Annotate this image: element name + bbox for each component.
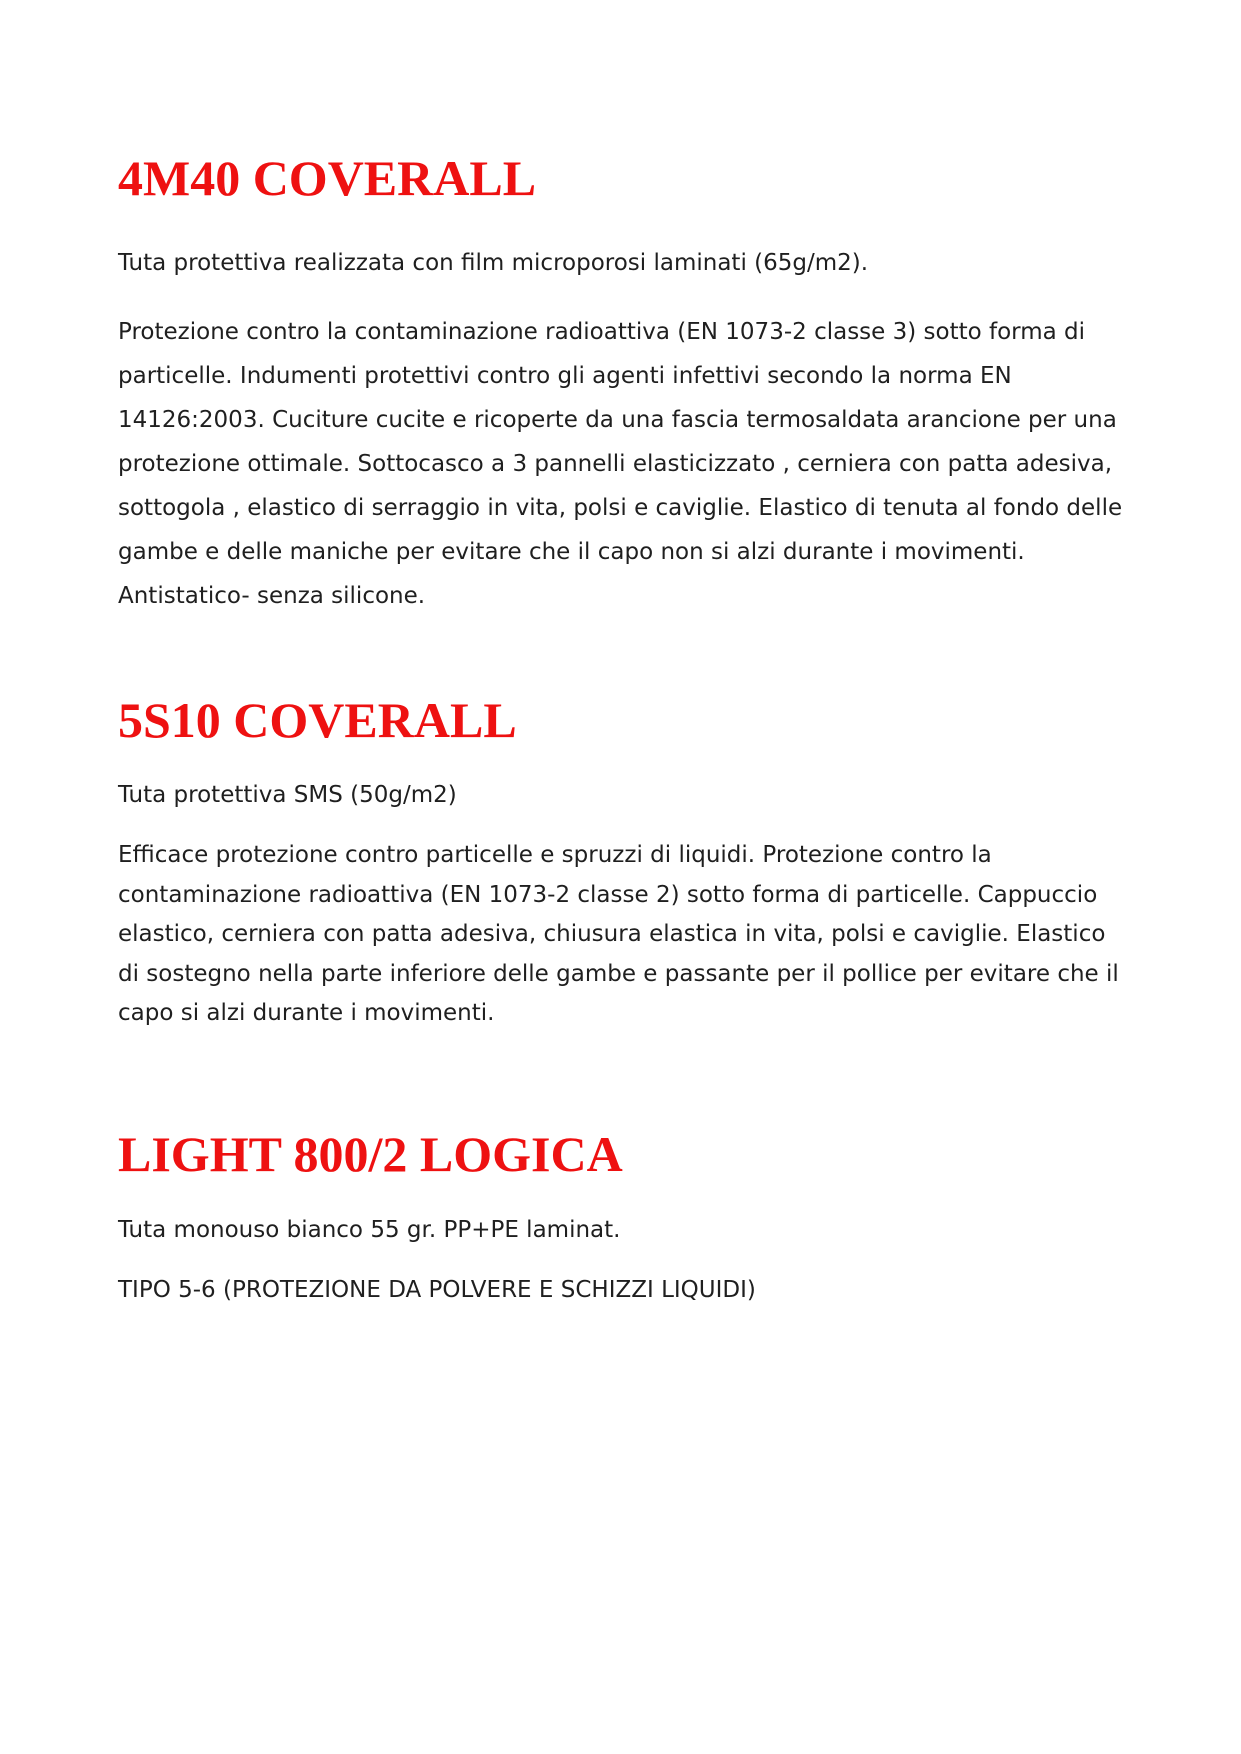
section-description-4m40: Protezione contro la contaminazione radioattiva (EN 1073-2 classe 3) sotto forma di particelle. Indumenti protettivi contro gli agenti infettivi secondo la norma EN 14126:2003. Cuciture cucite e ricoperte da una fascia termosaldata arancione per una protezione ottimale. Sottocasco a 3 pannelli elasticizzato , cerniera con patta adesiva, sottogola , elastico di serraggio in vita, polsi e caviglie. Elastico di tenuta al fondo delle gambe e delle maniche per evitare che il capo non si alzi durante i movimenti. Antistatico- senza silicone. [118,319,1123,609]
section-subtitle-light-800: Tuta monouso bianco 55 gr. PP+PE laminat. [118,1217,621,1243]
section-description-5s10: Efficace protezione contro particelle e spruzzi di liquidi. Protezione contro la contaminazione radioattiva (EN 1073-2 classe 2) sotto forma di particelle. Cappuccio elastico, cerniera con patta adesiva, chiusura elastica in vita, polsi e caviglie. Elastico di sostegno nella parte inferiore delle gambe e passante per il pollice per evitare che il capo si alzi durante i movimenti. [118,842,1119,1026]
section-title-4m40: 4M40 COVERALL [118,150,537,206]
section-description-light-800: TIPO 5-6 (PROTEZIONE DA POLVERE E SCHIZZI LIQUIDI) [118,1277,756,1303]
section-title-5s10: 5S10 COVERALL [118,692,517,748]
section-subtitle-5s10: Tuta protettiva SMS (50g/m2) [118,782,457,808]
section-subtitle-4m40: Tuta protettiva realizzata con film microporosi laminati (65g/m2). [118,250,869,276]
section-title-light-800: LIGHT 800/2 LOGICA [118,1126,623,1182]
